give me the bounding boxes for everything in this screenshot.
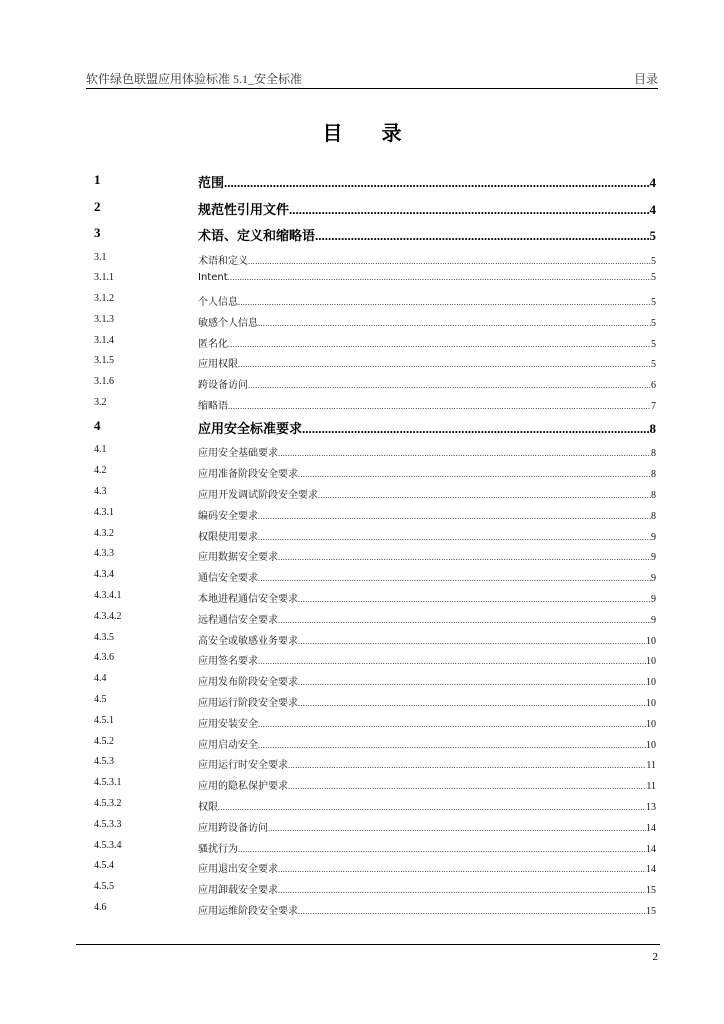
toc-entry-page: 5	[651, 297, 656, 309]
toc-entry-page: 10	[646, 697, 656, 709]
toc-entry[interactable]	[94, 486, 656, 507]
toc-entry-label[interactable]: 缩略语	[198, 401, 228, 413]
toc-dot-leader	[258, 657, 646, 666]
toc-entry-number: 3.1.3	[94, 313, 114, 325]
toc-dot-leader	[248, 257, 651, 266]
toc-entry-label[interactable]: 应用安全标准要求	[198, 421, 303, 437]
toc-entry-label[interactable]: 权限使用要求	[198, 531, 258, 543]
toc-entry-page: 6	[651, 380, 656, 392]
toc-entry-number: 4.5.5	[94, 881, 114, 893]
toc-entry-number: 4.3.5	[94, 631, 114, 643]
toc-dot-leader	[298, 678, 646, 687]
toc-entry[interactable]	[94, 548, 656, 569]
toc-entry[interactable]	[94, 272, 656, 293]
toc-entry-number: 4.6	[94, 901, 107, 913]
toc-entry-label[interactable]: 应用开发调试阶段安全要求	[198, 489, 318, 501]
toc-entry-number: 3.2	[94, 397, 107, 409]
toc-entry-label[interactable]: 应用启动安全	[198, 739, 258, 751]
toc-dot-leader	[228, 340, 651, 349]
toc-entry[interactable]	[94, 225, 656, 252]
toc-entry-label[interactable]: 应用跨设备访问	[198, 822, 268, 834]
toc-entry-page: 4	[649, 175, 656, 190]
toc-entry-page: 15	[646, 905, 656, 917]
toc-entry-number: 3.1.2	[94, 293, 114, 305]
toc-entry-page: 10	[646, 656, 656, 668]
toc-entry-number: 4.3.6	[94, 652, 114, 664]
toc-dot-leader	[258, 720, 646, 729]
toc-dot-leader	[258, 319, 651, 328]
toc-entry-label[interactable]: 应用安全基础要求	[198, 448, 278, 460]
toc-entry[interactable]	[94, 902, 656, 923]
toc-dot-leader	[288, 782, 646, 791]
toc-entry-label[interactable]: 权限	[198, 801, 218, 813]
toc-entry[interactable]	[94, 465, 656, 486]
toc-entry-label[interactable]: 通信安全要求	[198, 573, 258, 585]
toc-dot-leader	[258, 512, 651, 521]
toc-entry-label[interactable]: 骚扰行为	[198, 843, 238, 855]
toc-entry-number: 3.1.1	[94, 272, 114, 284]
toc-dot-leader	[298, 470, 651, 479]
toc-dot-leader	[288, 761, 646, 770]
toc-entry[interactable]	[94, 199, 656, 226]
toc-entry-label[interactable]: 敏感个人信息	[198, 317, 258, 329]
toc-dot-leader	[228, 402, 651, 411]
toc-entry-page: 5	[651, 359, 656, 371]
toc-dot-leader	[278, 886, 646, 895]
toc-entry-label[interactable]: 术语和定义	[198, 255, 248, 267]
toc-entry-page: 10	[646, 635, 656, 647]
toc-dot-leader	[298, 907, 646, 916]
toc-dot-leader	[298, 699, 646, 708]
toc-entry-label[interactable]: 应用数据安全要求	[198, 552, 278, 564]
toc-dot-leader	[278, 449, 651, 458]
toc-entry-label[interactable]: 应用的隐私保护要求	[198, 781, 288, 793]
toc-entry-label[interactable]: 应用运维阶段安全要求	[198, 905, 298, 917]
toc-entry-label[interactable]: 个人信息	[198, 297, 238, 309]
toc-entry-page: 14	[646, 843, 656, 855]
toc-entry-page: 5	[651, 255, 656, 267]
toc-dot-leader	[278, 553, 651, 562]
toc-entry-page: 8	[651, 448, 656, 460]
toc-entry-page: 9	[651, 531, 656, 543]
toc-entry-page: 5	[651, 317, 656, 329]
toc-entry-number: 4.5.2	[94, 735, 114, 747]
toc-entry-page: 8	[651, 510, 656, 522]
toc-entry-page: 5	[651, 272, 656, 284]
toc-dot-leader	[315, 228, 649, 244]
toc-entry[interactable]	[94, 293, 656, 314]
toc-entry-label[interactable]: 应用安装安全	[198, 718, 258, 730]
toc-entry-page: 9	[651, 552, 656, 564]
toc-entry[interactable]	[94, 881, 656, 902]
toc-entry-page: 14	[646, 822, 656, 834]
toc-dot-leader	[258, 741, 646, 750]
toc-entry-page: 9	[651, 573, 656, 585]
footer-rule	[76, 944, 660, 945]
page-title: 目 录	[322, 121, 418, 145]
toc-entry-page: 10	[646, 677, 656, 689]
toc-entry[interactable]	[94, 652, 656, 673]
toc-entry-number: 4.3.2	[94, 527, 114, 539]
toc-entry-number: 3.1.5	[94, 355, 114, 367]
toc-entry-label[interactable]: 本地进程通信安全要求	[198, 593, 298, 605]
toc-entry-page: 11	[646, 781, 656, 793]
toc-dot-leader	[278, 865, 646, 874]
toc-entry-label[interactable]: 术语、定义和缩略语	[198, 229, 316, 244]
toc-entry-number: 4.5.3.1	[94, 777, 122, 789]
toc-entry[interactable]	[94, 507, 656, 528]
toc-entry-number: 4.5.4	[94, 860, 114, 872]
toc-entry-number: 4.2	[94, 465, 107, 477]
toc-entry[interactable]	[94, 252, 656, 273]
toc-entry-page: 10	[646, 739, 656, 751]
toc-entry[interactable]	[94, 528, 656, 549]
toc-entry-number: 4.3.4.1	[94, 589, 122, 601]
toc-dot-leader	[238, 298, 651, 307]
toc-dot-leader	[258, 533, 651, 542]
toc-entry-label[interactable]: 应用准备阶段安全要求	[198, 469, 298, 481]
toc-entry[interactable]	[94, 397, 656, 418]
toc-entry-page: 15	[646, 885, 656, 897]
toc-entry-label[interactable]: 应用发布阶段安全要求	[198, 677, 298, 689]
toc-dot-leader	[289, 202, 649, 218]
toc-entry-label[interactable]: 跨设备访问	[198, 380, 248, 392]
toc-entry-number: 4.5.3.3	[94, 818, 122, 830]
toc-entry[interactable]	[94, 819, 656, 840]
toc-entry-label[interactable]: Intent	[198, 272, 228, 284]
toc-entry-page: 14	[646, 864, 656, 876]
toc-dot-leader	[218, 803, 646, 812]
toc-entry-number: 3.1.4	[94, 334, 114, 346]
toc-entry-label[interactable]: 应用卸载安全要求	[198, 885, 278, 897]
toc-entry-number: 4.5.3	[94, 756, 114, 768]
toc-dot-leader	[318, 491, 651, 500]
toc-dot-leader	[302, 421, 649, 437]
toc-entry[interactable]	[94, 444, 656, 465]
toc-entry-page: 13	[646, 801, 656, 813]
toc-dot-leader	[248, 381, 651, 390]
toc-entry-number: 3.1	[94, 251, 107, 263]
toc-dot-leader	[268, 824, 646, 833]
section-name: 目录	[633, 72, 658, 86]
toc-entry-page: 11	[646, 760, 656, 772]
toc-entry[interactable]	[94, 335, 656, 356]
toc-entry-number: 4.3	[94, 485, 107, 497]
toc-entry[interactable]	[94, 736, 656, 757]
toc-entry[interactable]	[94, 418, 656, 445]
toc-entry-label[interactable]: 应用运行阶段安全要求	[198, 697, 298, 709]
toc-entry-label[interactable]: 应用权限	[198, 359, 238, 371]
toc-entry-page: 8	[651, 469, 656, 481]
toc-entry-number: 4.3.4.2	[94, 610, 122, 622]
toc-entry-label[interactable]: 匿名化	[198, 338, 228, 350]
toc-entry-number: 4.3.3	[94, 548, 114, 560]
toc-entry-number: 3	[94, 225, 101, 240]
toc-entry-page: 8	[649, 420, 656, 436]
toc-entry[interactable]	[94, 172, 656, 199]
toc-entry-number: 4.4	[94, 673, 107, 685]
toc-entry[interactable]	[94, 798, 656, 819]
toc-entry-label[interactable]: 范围	[198, 176, 225, 191]
toc-entry[interactable]	[94, 860, 656, 881]
toc-entry[interactable]	[94, 756, 656, 777]
toc-entry-label[interactable]: 规范性引用文件	[198, 202, 290, 218]
toc-dot-leader	[224, 175, 649, 191]
toc-dot-leader	[258, 574, 651, 583]
toc-entry-label[interactable]: 高安全或敏感业务要求	[198, 635, 298, 647]
toc-entry-label[interactable]: 应用退出安全要求	[198, 864, 278, 876]
toc-entry-label[interactable]: 编码安全要求	[198, 510, 258, 522]
toc-entry-label[interactable]: 应用签名要求	[198, 656, 258, 668]
toc-entry-number: 4.5	[94, 693, 107, 705]
toc-dot-leader	[298, 637, 646, 646]
toc-entry-page: 10	[646, 718, 656, 730]
toc-entry[interactable]	[94, 569, 656, 590]
toc-entry-number: 4.3.1	[94, 506, 114, 518]
toc-entry[interactable]	[94, 632, 656, 653]
toc-dot-leader	[238, 845, 646, 854]
toc-entry[interactable]	[94, 673, 656, 694]
toc-entry-page: 9	[651, 614, 656, 626]
toc-entry[interactable]	[94, 590, 656, 611]
toc-dot-leader	[298, 595, 651, 604]
toc-entry-label[interactable]: 应用运行时安全要求	[198, 760, 288, 772]
toc-entry-number: 1	[94, 172, 101, 187]
document-title: 软件绿色联盟应用体验标准 5.1_安全标准	[86, 72, 303, 86]
page-number: 2	[652, 951, 658, 963]
toc-entry-number: 3.1.6	[94, 376, 114, 388]
toc-entry[interactable]	[94, 314, 656, 335]
toc-entry[interactable]	[94, 715, 656, 736]
toc-entry[interactable]	[94, 355, 656, 376]
toc-entry-page: 8	[651, 489, 656, 501]
toc-entry[interactable]	[94, 840, 656, 861]
toc-entry-number: 2	[94, 198, 101, 214]
page-header	[86, 66, 658, 89]
toc-entry-page: 5	[651, 338, 656, 350]
toc-entry[interactable]	[94, 376, 656, 397]
toc-entry[interactable]	[94, 694, 656, 715]
toc-entry-number: 4.1	[94, 444, 107, 456]
toc-entry-number: 4.5.3.4	[94, 839, 122, 851]
toc-entry-page: 5	[649, 228, 656, 243]
toc-entry[interactable]	[94, 611, 656, 632]
toc-entry-number: 4.5.3.2	[94, 797, 122, 809]
toc-dot-leader	[238, 360, 651, 369]
toc-dot-leader	[228, 273, 651, 282]
toc-entry-page: 7	[651, 401, 656, 413]
toc-entry-page: 9	[651, 593, 656, 605]
toc-entry-page: 4	[649, 201, 656, 217]
toc-entry-number: 4	[94, 417, 101, 433]
toc-entry[interactable]	[94, 777, 656, 798]
toc-entry-number: 4.5.1	[94, 714, 114, 726]
toc-entry-number: 4.3.4	[94, 569, 114, 581]
toc-entry-label[interactable]: 远程通信安全要求	[198, 614, 278, 626]
toc-dot-leader	[278, 616, 651, 625]
table-of-contents	[94, 172, 656, 923]
